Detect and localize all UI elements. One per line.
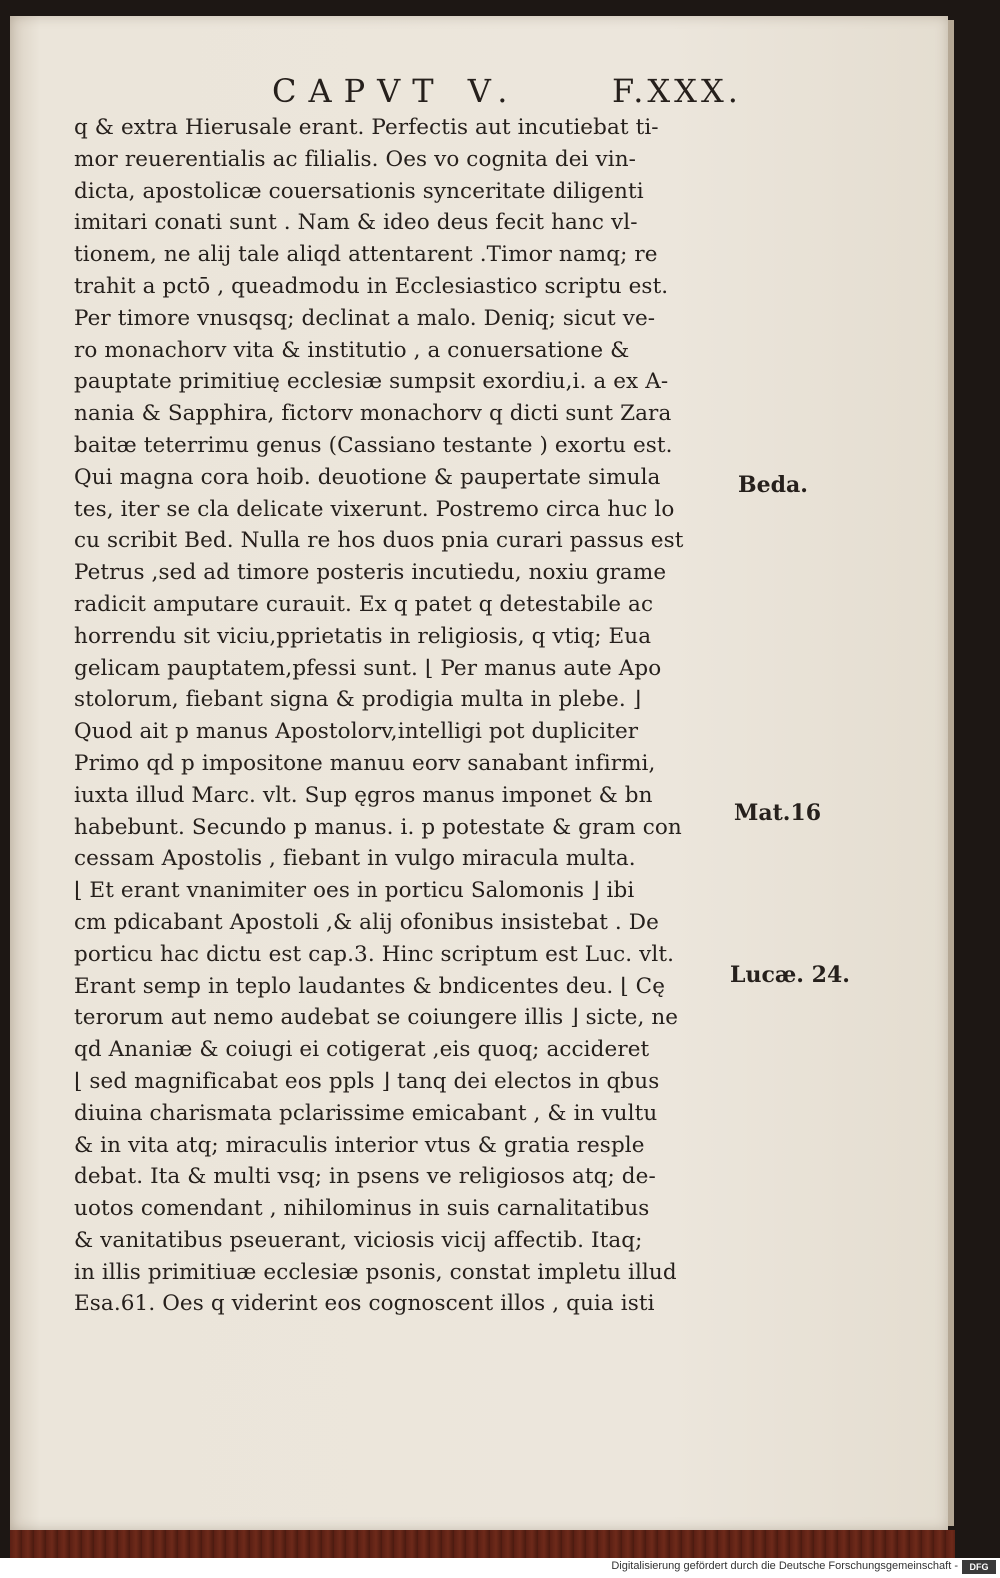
text-line: radicit amputare curauit. Ex q patet q detestabile ac (74, 591, 654, 617)
text-line: tionem, ne alij tale aliqd attentarent .Timor namq; re (74, 242, 658, 268)
text-line: Erant semp in teplo laudantes & bndicentes deu. ⌊ Cę (74, 973, 666, 999)
text-line: stolorum, fiebant signa & prodigia multa in plebe. ⌋ (74, 687, 642, 713)
text-line: ⌊ Et erant vnanimiter oes in porticu Salomonis ⌋ ibi (74, 878, 635, 904)
text-line: Petrus ,sed ad timore posteris incutiedu, noxiu grame (74, 560, 667, 586)
text-line: ⌊ sed magnificabat eos ppls ⌋ tanq dei electos in qbus (74, 1068, 660, 1094)
text-line: in illis primitiuæ ecclesiæ psonis, constat impletu illud (74, 1259, 677, 1285)
page-edge (948, 20, 954, 1526)
text-line: & vanitatibus pseuerant, viciosis vicij affectib. Itaq; (74, 1227, 643, 1253)
text-line: pauptate primitiuę ecclesiæ sumpsit exordiu,i. a ex A- (74, 369, 669, 395)
text-line: dicta, apostolicæ couersationis synceritate diligenti (74, 178, 644, 204)
text-line: cm pdicabant Apostoli ,& alij ofonibus insistebat . De (74, 909, 659, 935)
folio-number: F.XXX. (612, 72, 742, 110)
text-line: cessam Apostolis , fiebant in vulgo miracula multa. (74, 846, 636, 872)
text-line: gelicam pauptatem,pfessi sunt. ⌊ Per manus aute Apo (74, 655, 662, 681)
text-line: diuina charismata pclarissime emicabant , & in vultu (74, 1100, 658, 1126)
text-line: Qui magna cora hoib. deuotione & paupertate simula (74, 464, 661, 490)
text-line: uotos comendant , nihilominus in suis carnalitatibus (74, 1196, 650, 1222)
text-line: tes, iter se cla delicate vixerunt. Postremo circa huc lo (74, 496, 675, 522)
text-line: cu scribit Bed. Nulla re hos duos pnia curari passus est (74, 528, 684, 554)
text-line: qd Ananiæ & coiugi ei cotigerat ,eis quoq; accideret (74, 1037, 650, 1063)
text-line: Primo qd p impositone manuu eorv sanabant infirmi, (74, 750, 656, 776)
text-line: Esa.61. Oes q viderint eos cognoscent illos , quia isti (74, 1291, 655, 1317)
text-line: & in vita atq; miraculis interior vtus & gratia resple (74, 1132, 645, 1158)
footer-bar (0, 1558, 1000, 1578)
text-line: ro monachorv vita & institutio , a conuersatione & (74, 337, 630, 363)
running-head (0, 72, 1000, 116)
text-line: Per timore vnusqsq; declinat a malo. Deniq; sicut ve- (74, 305, 656, 331)
margin-note-matthew: Mat.16 (734, 800, 822, 826)
text-line: mor reuerentialis ac filialis. Oes vo cognita dei vin- (74, 146, 637, 172)
text-line: horrendu sit viciu,pprietatis in religiosis, q vtiq; Eua (74, 623, 652, 649)
text-line: debat. Ita & multi vsq; in psens ve religiosos atq; de- (74, 1164, 656, 1190)
footer-credit: Digitalisierung gefördert durch die Deutsche Forschungsgemeinschaft - (611, 1560, 958, 1572)
text-line: terorum aut nemo audebat se coiungere illis ⌋ sicte, ne (74, 1005, 679, 1031)
book-bottom-edge (10, 1530, 955, 1558)
dfg-logo-icon: DFG (962, 1560, 996, 1574)
chapter-title: CAPVT V. (272, 72, 520, 110)
text-line: nania & Sapphira, fictorv monachorv q dicti sunt Zara (74, 401, 672, 427)
text-line: baitæ teterrimu genus (Cassiano testante ) exortu est. (74, 432, 673, 458)
margin-note-luke: Lucæ. 24. (730, 962, 850, 988)
margin-note-beda: Beda. (738, 472, 808, 498)
text-line: habebunt. Secundo p manus. i. p potestate & gram con (74, 814, 682, 840)
text-line: porticu hac dictu est cap.3. Hinc scriptum est Luc. vlt. (74, 941, 675, 967)
text-line: Quod ait p manus Apostolorv,intelligi pot dupliciter (74, 719, 639, 745)
text-line: q & extra Hierusale erant. Perfectis aut incutiebat ti- (74, 115, 659, 140)
text-line: iuxta illud Marc. vlt. Sup ęgros manus imponet & bn (74, 782, 653, 808)
text-line: trahit a pctō , queadmodu in Ecclesiastico scriptu est. (74, 273, 669, 299)
text-body (74, 112, 744, 1320)
text-line: imitari conati sunt . Nam & ideo deus fecit hanc vl- (74, 210, 638, 236)
